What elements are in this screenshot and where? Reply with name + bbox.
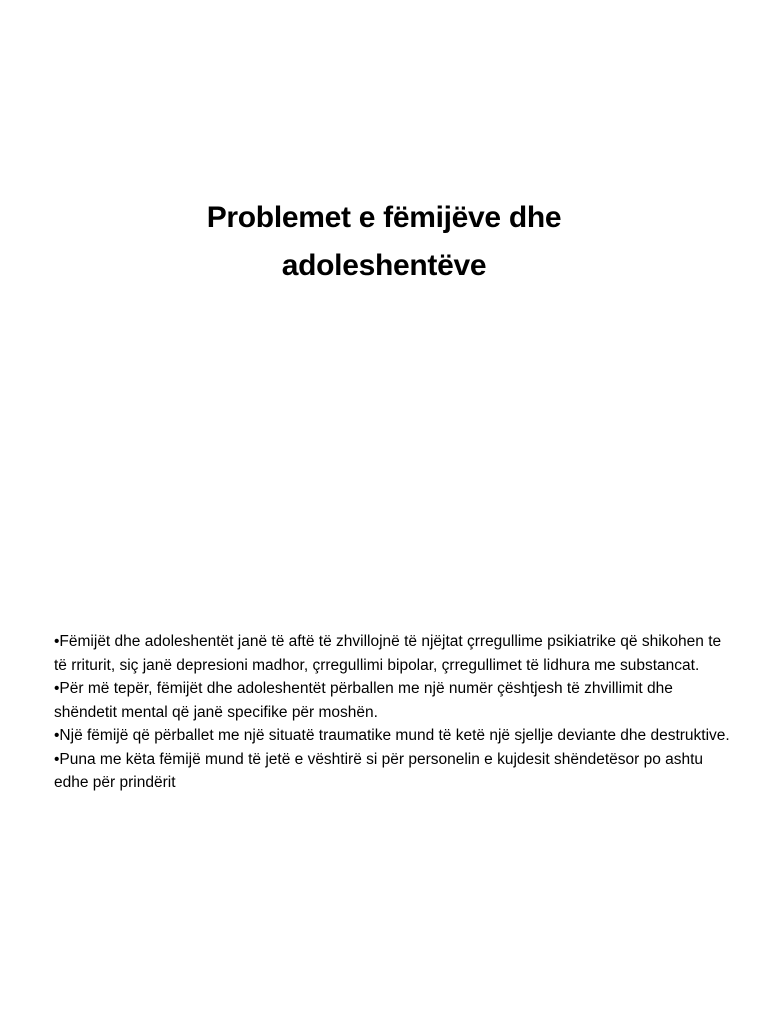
slide-title [60, 194, 708, 290]
bullet-item: •Puna me këta fëmijë mund të jetë e vështirë si për personelin e kujdesit shëndetësor po ashtu edhe për prindërit [54, 750, 704, 791]
bullet-item: •Fëmijët dhe adoleshentët janë të aftë të zhvillojnë të njëjtat çrregullime psikiatrike që shikohen te të rriturit, siç janë depresioni madhor, çrregullimi bipolar, çrregullimet të lidhura me substancat. [54, 633, 722, 674]
bullet-item: •Një fëmijë që përballet me një situatë traumatike mund të ketë një sjellje deviante dhe destruktive. [54, 727, 730, 744]
bullet-list [54, 630, 734, 795]
slide-title-line-2: adoleshentëve [281, 249, 487, 282]
slide-title-line-1: Problemet e fëmijëve dhe [206, 201, 562, 234]
bullet-item: •Për më tepër, fëmijët dhe adoleshentët përballen me një numër çështjesh të zhvillimit dhe shëndetit mental që janë specifike për moshën. [54, 680, 673, 721]
